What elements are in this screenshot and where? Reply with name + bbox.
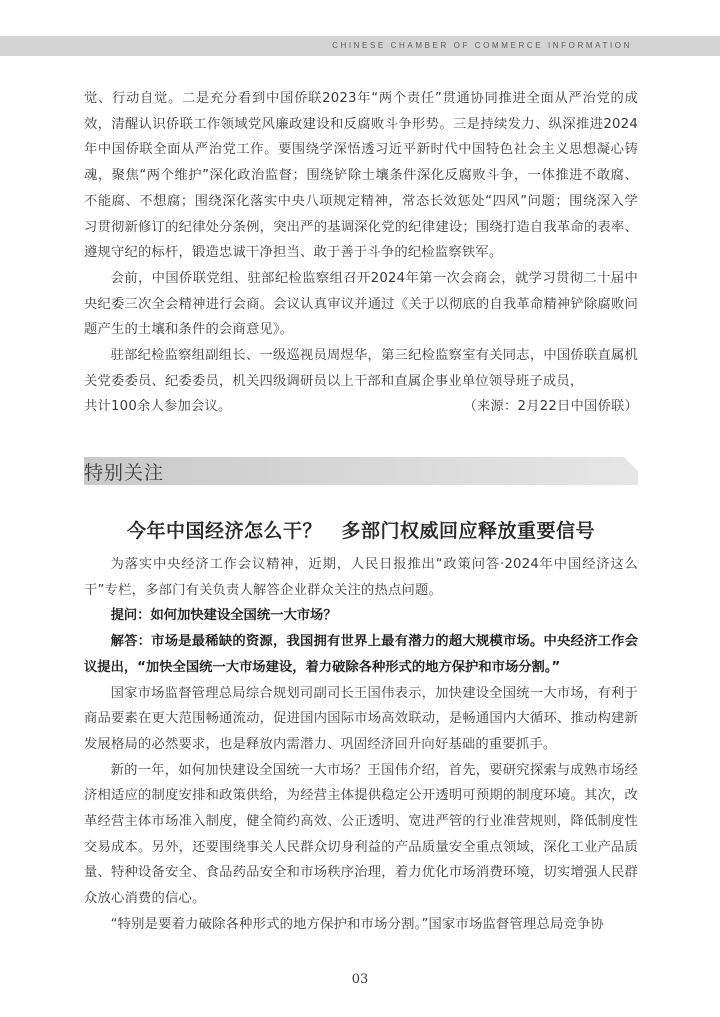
top-article-closing-text: 共计100余人参加会议。 <box>84 399 232 415</box>
header-title: CHINESE CHAMBER OF COMMERCE INFORMATION <box>332 41 632 50</box>
article-intro: 为落实中央经济工作会议精神，近期，人民日报推出“政策问答·2024年中国经济这么干”专栏，多部门有关负责人解答企业群众关注的热点问题。 <box>84 557 638 598</box>
top-article-paragraph-2: 会前，中国侨联党组、驻部纪检监察组召开2024年第一次会商会，就学习贯彻二十届中央纪委三次全会精神进行会商。会议认真审议并通过《关于以彻底的自我革命精神铲除腐败问题产生的土壤和条件的会商意见》。 <box>84 270 638 338</box>
section-header-background <box>84 457 638 485</box>
article-title: 今年中国经济怎么干？ 多部门权威回应释放重要信号 <box>126 520 595 542</box>
article-paragraph-1: 国家市场监督管理总局综合规划司副司长王国伟表示，加快建设全国统一大市场，有利于商品要素在更大范围畅通流动，促进国内国际市场高效联动，是畅通国内大循环、推动构建新发展格局的必然要求，也是释放内需潜力、巩固经济回升向好基础的重要抓手。 <box>84 685 638 752</box>
top-article-paragraph-3: 驻部纪检监察组副组长、一级巡视员周煜华，第三纪检监察室有关同志，中国侨联直属机关党委委员、纪委委员，机关四级调研员以上干部和直属企事业单位领导班子成员， <box>84 348 638 389</box>
top-article <box>84 86 638 420</box>
top-article-closing-line <box>84 394 638 420</box>
top-article-paragraph-1: 觉、行动自觉。二是充分看到中国侨联2023年“两个责任”贯通协同推进全面从严治党的成效，清醒认识侨联工作领域党风廉政建设和反腐败斗争形势。三是持续发力、纵深推进2024年中国侨联全面从严治党工作。要围绕学深悟透习近平新时代中国特色社会主义思想凝心铸魂，聚焦“两个维护”深化政治监督；围绕铲除土壤条件深化反腐败斗争，一体推进不敢腐、不能腐、不想腐；围绕深化落实中央八项规定精神，常态长效惩处“四风”问题；围绕深入学习贯彻新修订的纪律处分条例，突出严的基调深化党的纪律建设；围绕打造自我革命的表率、遵规守纪的标杆，锻造忠诚干净担当、敢于善于斗争的纪检监察铁军。 <box>84 91 638 261</box>
section-title: 特别关注 <box>84 462 165 484</box>
source-note: （来源：2月22日中国侨联） <box>463 399 638 415</box>
article-answer: 解答：市场是最稀缺的资源，我国拥有世界上最有潜力的超大规模市场。中央经济工作会议提出，“加快全国统一大市场建设，着力破除各种形式的地方保护和市场分割。” <box>84 634 638 675</box>
article-question: 提问：如何加快建设全国统一大市场？ <box>110 608 337 624</box>
article-body <box>84 552 638 938</box>
article-paragraph-2: 新的一年，如何加快建设全国统一大市场？王国伟介绍，首先，要研究探索与成熟市场经济相适应的制度安排和政策供给，为经营主体提供稳定公开透明可预期的制度环境。其次，改革经营主体市场准入制度，健全简约高效、公正透明、宽进严管的行业准营规则，降低制度性交易成本。另外，还要围绕事关人民群众切身利益的产品质量安全重点领域，深化工业产品质量、特种设备安全、食品药品安全和市场秩序治理，着力优化市场消费环境，切实增强人民群众放心消费的信心。 <box>84 762 638 907</box>
section-header <box>84 457 638 485</box>
page-number: 03 <box>351 972 369 987</box>
article-paragraph-3: “特别是要着力破除各种形式的地方保护和市场分割。”国家市场监督管理总局竞争协 <box>110 916 605 932</box>
